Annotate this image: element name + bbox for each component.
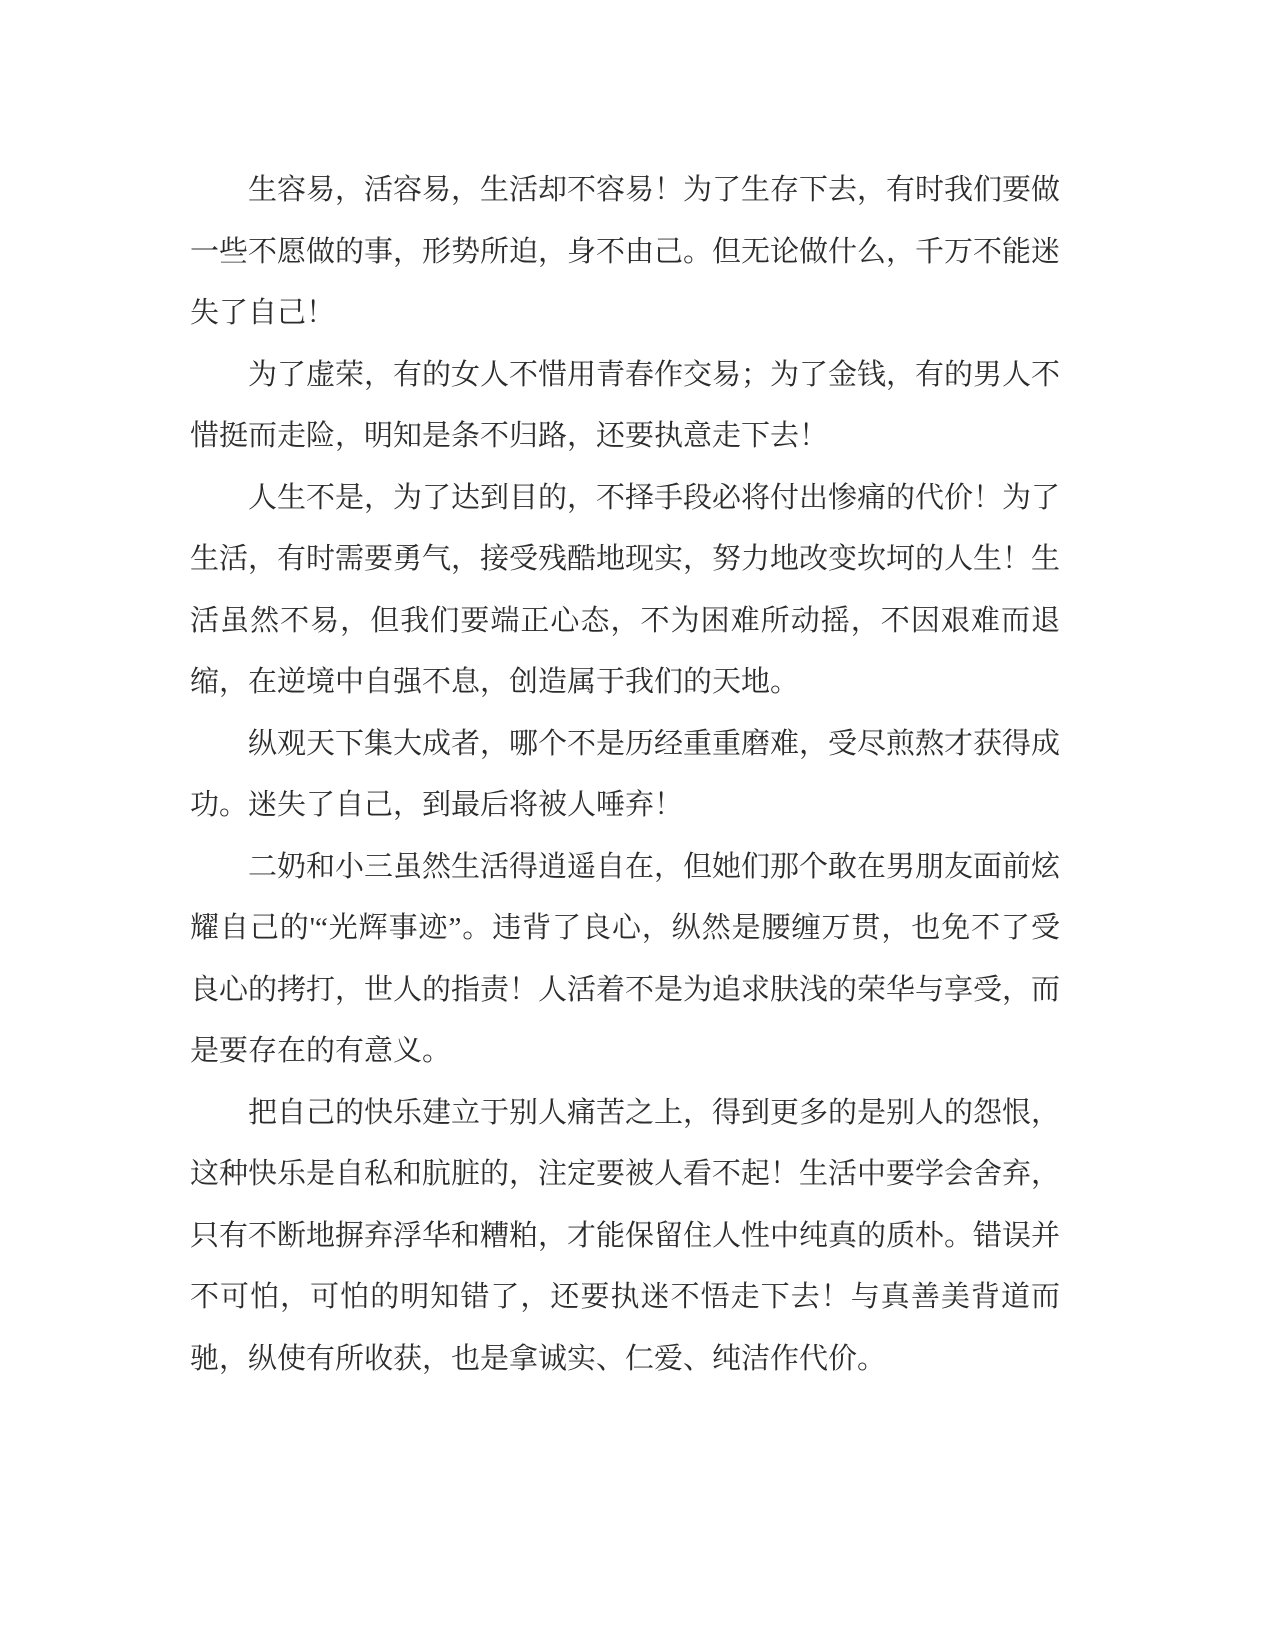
paragraph-5: 二奶和小三虽然生活得逍遥自在，但她们那个敢在男朋友面前炫耀自己的'“光辉事迹”。违背了良心，纵然是腰缠万贯，也免不了受良心的拷打，世人的指责！人活着不是为追求肤浅的荣华与享受，而是要存在的有意义。 <box>190 850 1061 1067</box>
paragraph-4: 纵观天下集大成者，哪个不是历经重重磨难，受尽煎熬才获得成功。迷失了自己，到最后将被人唾弃！ <box>190 727 1061 821</box>
paragraph-6: 把自己的快乐建立于别人痛苦之上，得到更多的是别人的怨恨，这种快乐是自私和肮脏的，注定要被人看不起！生活中要学会舍弃，只有不断地摒弃浮华和糟粕，才能保留住人性中纯真的质朴。错误并不可怕，可怕的明知错了，还要执迷不悟走下去！与真善美背道而驰，纵使有所收获，也是拿诚实、仁爱、纯洁作代价。 <box>190 1096 1061 1375</box>
paragraph-2: 为了虚荣，有的女人不惜用青春作交易；为了金钱，有的男人不惜挺而走险，明知是条不归路，还要执意走下去！ <box>190 358 1061 452</box>
paragraph-3: 人生不是，为了达到目的，不择手段必将付出惨痛的代价！为了生活，有时需要勇气，接受残酷地现实，努力地改变坎坷的人生！生活虽然不易，但我们要端正心态，不为困难所动摇，不因艰难而退缩，在逆境中自强不息，创造属于我们的天地。 <box>190 481 1061 698</box>
paragraph-1: 生容易，活容易，生活却不容易！为了生存下去，有时我们要做一些不愿做的事，形势所迫，身不由己。但无论做什么，千万不能迷失了自己！ <box>190 174 1061 329</box>
